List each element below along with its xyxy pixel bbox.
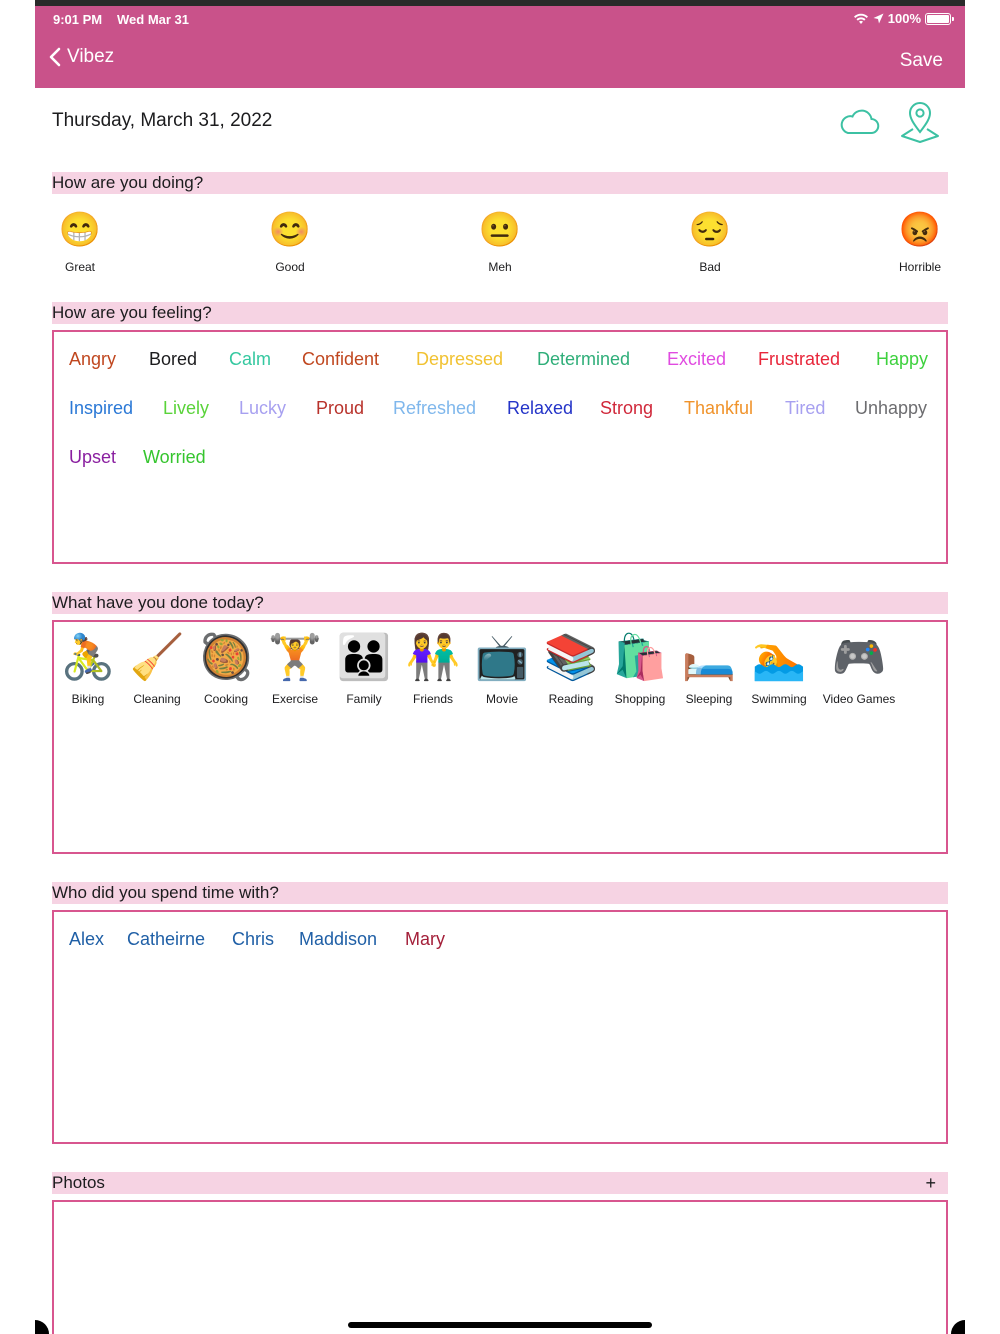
feeling-strong[interactable]: Strong xyxy=(600,398,654,418)
broom-icon: 🧹 xyxy=(129,633,185,682)
battery-percentage: 100% xyxy=(887,11,921,26)
mood-bad[interactable] xyxy=(665,210,755,274)
save-button[interactable]: Save xyxy=(899,50,943,71)
photos-section-title: Photos xyxy=(52,1173,105,1192)
weather-button[interactable] xyxy=(837,106,881,138)
feeling-section-header xyxy=(52,302,948,324)
back-button[interactable] xyxy=(49,46,114,68)
battery-icon xyxy=(925,13,951,25)
add-photo-button[interactable]: + xyxy=(925,1173,936,1193)
feelings-box xyxy=(52,330,948,564)
people-box xyxy=(52,910,948,1144)
cloud-icon xyxy=(837,106,881,138)
person-mary[interactable]: Mary xyxy=(405,929,445,949)
feeling-tired[interactable]: Tired xyxy=(785,398,826,418)
grinning-face-icon: 😁 xyxy=(58,211,102,249)
feeling-calm[interactable]: Calm xyxy=(229,349,272,369)
feeling-angry[interactable]: Angry xyxy=(69,349,117,369)
person-maddison[interactable]: Maddison xyxy=(299,929,378,949)
person-chris[interactable]: Chris xyxy=(232,929,275,949)
mood-horrible[interactable] xyxy=(875,210,965,274)
activity-label: Shopping xyxy=(614,692,666,706)
activity-exercise[interactable] xyxy=(261,628,329,706)
neutral-face-icon: 😐 xyxy=(478,211,522,249)
feeling-happy[interactable]: Happy xyxy=(876,349,929,369)
pensive-face-icon: 😔 xyxy=(688,211,732,249)
feeling-proud[interactable]: Proud xyxy=(316,398,365,418)
mood-great[interactable] xyxy=(35,210,125,274)
biking-icon: 🚴 xyxy=(60,633,116,682)
activity-cooking[interactable] xyxy=(192,628,260,706)
activity-label: Reading xyxy=(548,692,594,706)
bed-icon: 🛏️ xyxy=(681,633,737,682)
feeling-frustrated[interactable]: Frustrated xyxy=(758,349,841,369)
feeling-thankful[interactable]: Thankful xyxy=(684,398,754,418)
activity-video-games[interactable] xyxy=(819,628,899,706)
doing-section-title: How are you doing? xyxy=(52,173,204,192)
shopping-bags-icon: 🛍️ xyxy=(612,633,668,682)
activity-label: Video Games xyxy=(822,692,896,706)
feeling-depressed[interactable]: Depressed xyxy=(416,349,504,369)
mood-label: Great xyxy=(64,260,95,274)
wifi-icon xyxy=(853,13,869,25)
activity-label: Biking xyxy=(71,692,105,706)
mood-meh[interactable] xyxy=(455,210,545,274)
mood-label: Good xyxy=(275,260,305,274)
activity-reading[interactable] xyxy=(537,628,605,706)
activity-label: Swimming xyxy=(751,692,807,706)
books-icon: 📚 xyxy=(543,633,599,682)
pan-icon: 🥘 xyxy=(198,633,254,682)
family-icon: 👨‍👨‍👦 xyxy=(336,633,392,682)
game-controller-icon: 🎮 xyxy=(831,633,887,682)
mood-good[interactable] xyxy=(245,210,335,274)
activity-label: Cooking xyxy=(203,692,249,706)
couple-icon: 👫 xyxy=(405,633,461,682)
feeling-determined[interactable]: Determined xyxy=(537,349,631,369)
feeling-confident[interactable]: Confident xyxy=(302,349,380,369)
mood-label: Meh xyxy=(488,260,512,274)
chevron-left-icon xyxy=(49,47,61,67)
activity-cleaning[interactable] xyxy=(123,628,191,706)
feeling-lucky[interactable]: Lucky xyxy=(239,398,287,418)
status-time: 9:01 PM xyxy=(53,12,103,27)
activities-box xyxy=(52,620,948,854)
smiling-face-icon: 😊 xyxy=(268,211,312,249)
people-section-header xyxy=(52,882,948,904)
feeling-section-title: How are you feeling? xyxy=(52,303,212,322)
activity-label: Family xyxy=(346,692,382,706)
activity-biking[interactable] xyxy=(54,628,122,706)
swimmer-icon: 🏊 xyxy=(751,633,807,682)
activity-swimming[interactable] xyxy=(745,628,813,706)
feeling-worried[interactable]: Worried xyxy=(143,447,206,467)
person-catheirne[interactable]: Catheirne xyxy=(127,929,206,949)
right-margin xyxy=(965,0,1000,1334)
doing-section-header xyxy=(52,172,948,194)
activity-sleeping[interactable] xyxy=(675,628,743,706)
map-pin-icon xyxy=(899,100,941,144)
feeling-relaxed[interactable]: Relaxed xyxy=(507,398,574,418)
left-margin xyxy=(0,0,35,1334)
feeling-inspired[interactable]: Inspired xyxy=(69,398,134,418)
status-indicators xyxy=(853,11,951,26)
activity-movie[interactable] xyxy=(468,628,536,706)
feeling-refreshed[interactable]: Refreshed xyxy=(393,398,477,418)
feeling-upset[interactable]: Upset xyxy=(69,447,117,467)
activities-section-title: What have you done today? xyxy=(52,593,264,612)
mood-label: Bad xyxy=(699,260,721,274)
activity-label: Sleeping xyxy=(685,692,733,706)
people-section-title: Who did you spend time with? xyxy=(52,883,279,902)
activity-label: Cleaning xyxy=(133,692,181,706)
person-alex[interactable]: Alex xyxy=(69,929,105,949)
mood-label: Horrible xyxy=(898,260,941,274)
photos-section-header xyxy=(52,1172,948,1194)
activity-shopping[interactable] xyxy=(606,628,674,706)
television-icon: 📺 xyxy=(474,633,530,682)
angry-face-icon: 😡 xyxy=(898,211,942,249)
navigation-bar xyxy=(35,6,965,88)
entry-date[interactable]: Thursday, March 31, 2022 xyxy=(52,110,273,131)
activity-label: Friends xyxy=(412,692,453,706)
activity-label: Exercise xyxy=(271,692,318,706)
home-indicator[interactable] xyxy=(348,1322,652,1328)
weightlifter-icon: 🏋️ xyxy=(267,633,323,682)
feeling-bored[interactable]: Bored xyxy=(149,349,198,369)
activity-family[interactable] xyxy=(330,628,398,706)
photos-box xyxy=(52,1200,948,1334)
location-button[interactable] xyxy=(899,100,941,144)
mood-selector xyxy=(52,210,948,280)
activities-section-header xyxy=(52,592,948,614)
status-date: Wed Mar 31 xyxy=(117,12,190,27)
activity-label: Movie xyxy=(485,692,518,706)
feeling-unhappy[interactable]: Unhappy xyxy=(855,398,928,418)
feeling-excited[interactable]: Excited xyxy=(667,349,727,369)
activity-friends[interactable] xyxy=(399,628,467,706)
location-arrow-icon xyxy=(873,13,884,24)
app-screen xyxy=(35,6,965,1334)
feeling-lively[interactable]: Lively xyxy=(163,398,210,418)
back-label: Vibez xyxy=(67,46,115,67)
